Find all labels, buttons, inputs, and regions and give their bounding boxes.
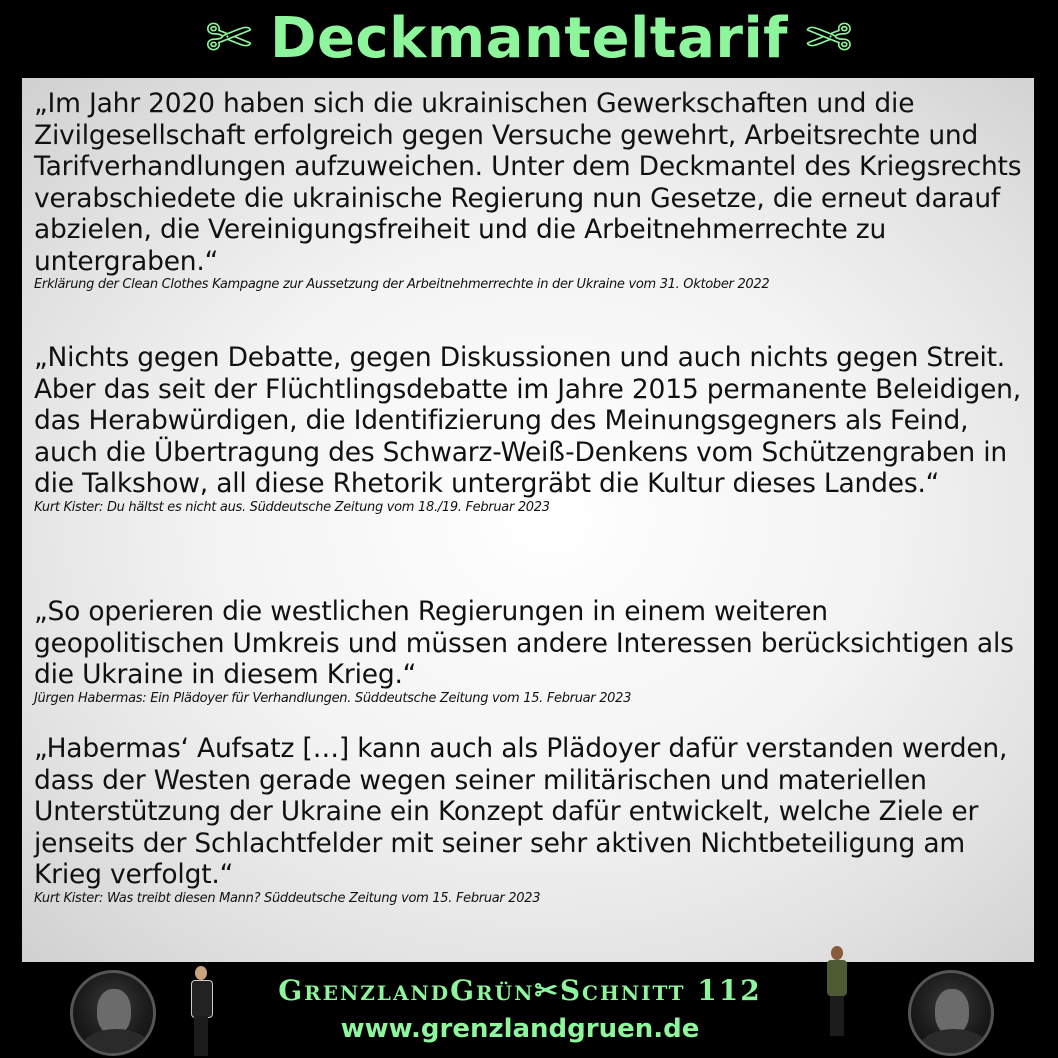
shoulders-shape (919, 1029, 989, 1056)
scissors-icon: ✄ (205, 6, 252, 71)
quote-text: „Nichts gegen Debatte, gegen Diskussionen und auch nichts gegen Streit. Aber das seit der Flüchtlingsdebatte im Jahre 2015 permanente Beleidigen, das Herabwürdigen, die Identifizierung des Meinungsgegners als Feind, auch die Übertragung des Schwarz-Weiß-Denkens vom Schützengraben in die Talkshow, all diese Rhetorik untergräbt die Kultur dieses Landes.“ (34, 342, 1022, 499)
website-link[interactable]: www.grenzlandgruen.de (340, 1014, 700, 1044)
avatar-portrait-right (908, 970, 994, 1056)
quote-block (34, 88, 1024, 293)
quote-block (34, 596, 1024, 707)
quote-text: „Habermas‘ Aufsatz […] kann auch als Plädoyer dafür verstanden werden, dass der Westen gerade wegen seiner militärischen und materiellen Unterstützung der Ukraine ein Konzept dafür entwickelt, welche Ziele er jenseits der Schlachtfelder mit seiner sehr aktiven Nichtbeteiligung am Krieg verfolgt.“ (34, 733, 1008, 890)
scissors-icon: ✄ (806, 6, 853, 71)
brand-name: GrenzlandGrün✂Schnitt 112 (278, 974, 762, 1007)
quote-source: Kurt Kister: Was treibt diesen Mann? Süddeutsche Zeitung vom 15. Februar 2023 (34, 890, 541, 906)
quote-source: Jürgen Habermas: Ein Plädoyer für Verhandlungen. Süddeutsche Zeitung vom 15. Februar 2023 (34, 690, 632, 706)
shoulders-shape (81, 1029, 151, 1056)
page-title: Deckmanteltarif (269, 6, 789, 71)
figure-person-right (822, 946, 852, 1036)
quote-block (34, 733, 1024, 907)
quote-text: „So operieren die westlichen Regierungen in einem weiteren geopolitischen Umkreis und müssen andere Interessen berücksichtigen als die Ukraine in diesem Krieg.“ (34, 596, 1014, 690)
quote-source: Kurt Kister: Du hältst es nicht aus. Süddeutsche Zeitung vom 18./19. Februar 2023 (34, 499, 550, 515)
avatar-portrait-left (70, 970, 156, 1056)
footer (0, 962, 1058, 1058)
figure-person-left (186, 966, 216, 1056)
quote-block (34, 342, 1024, 516)
header (0, 0, 1058, 78)
quote-text: „Im Jahr 2020 haben sich die ukrainischen Gewerkschaften und die Zivilgesellschaft erfolgreich gegen Versuche gewehrt, Arbeitsrechte und Tarifverhandlungen aufzuweichen. Unter dem Deckmantel des Kriegsrechts verabschiedete die ukrainische Regierung nun Gesetze, die erneut darauf abzielen, die Vereinigungsfreiheit und die Arbeitnehmerrechte zu untergraben.“ (34, 88, 1022, 277)
quote-source: Erklärung der Clean Clothes Kampagne zur Aussetzung der Arbeitnehmerrechte in der Ukraine vom 31. Oktober 2022 (34, 277, 770, 292)
